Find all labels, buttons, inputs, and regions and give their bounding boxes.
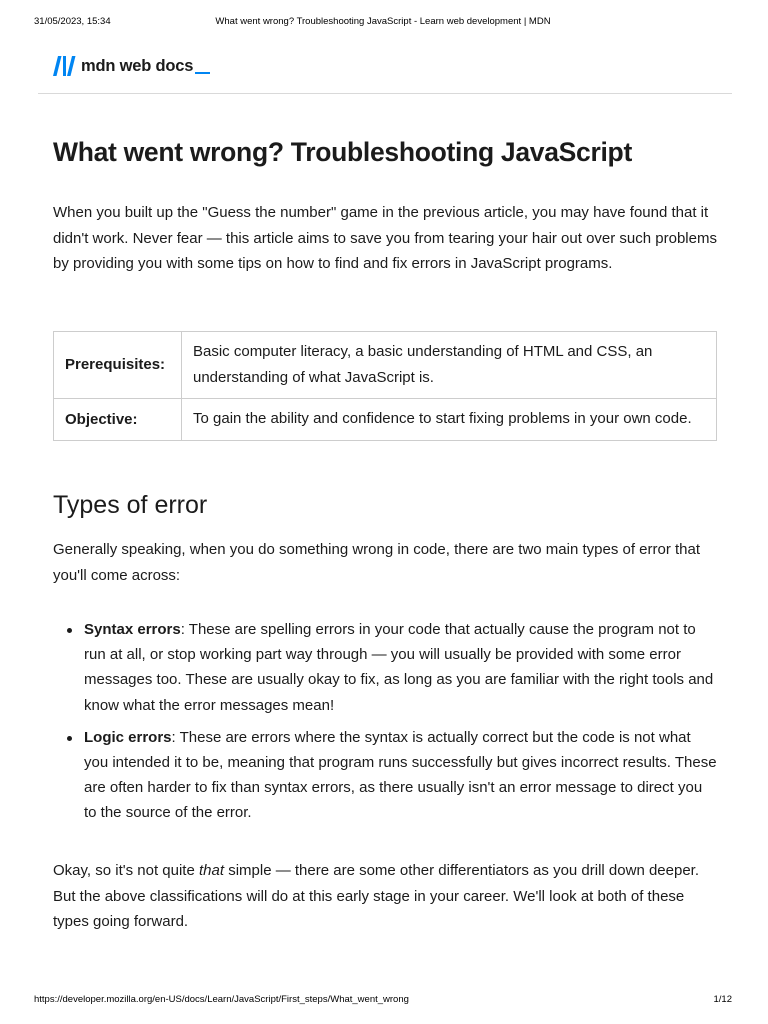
closing-text-start: Okay, so it's not quite (53, 862, 199, 879)
mdn-logo-icon (52, 55, 76, 77)
error-types-list (53, 617, 718, 833)
table-row (54, 399, 717, 441)
mdn-wordmark: mdn web docs (81, 56, 194, 75)
list-item (53, 725, 718, 826)
prerequisites-label: Prerequisites: (54, 332, 182, 399)
mdn-logo-link[interactable] (52, 52, 210, 80)
print-header (34, 16, 732, 30)
logic-errors-term: Logic errors (84, 728, 172, 746)
page-title: What went wrong? Troubleshooting JavaScript (53, 137, 632, 167)
print-url: https://developer.mozilla.org/en-US/docs/Learn/JavaScript/First_steps/What_went_wrong (34, 994, 409, 1005)
bullet-icon (67, 736, 72, 741)
print-footer (34, 994, 732, 1008)
table-row (54, 332, 717, 399)
bullet-icon (67, 628, 72, 633)
closing-text-end: simple — there are some other differentiators as you drill down deeper. But the above classifications will do at this early stage in your career. We'll look at both of these types going forward. (53, 862, 699, 931)
section-intro-paragraph: Generally speaking, when you do something wrong in code, there are two main types of error that you'll come across: (53, 541, 701, 584)
learning-outcomes-table (53, 331, 717, 441)
print-datetime: 31/05/2023, 15:34 (34, 16, 111, 27)
intro-paragraph: When you built up the "Guess the number" game in the previous article, you may have found that it didn't work. Never fear — this article aims to save you from tearing your hair out over such problems by providing you with some tips on how to find and fix errors in JavaScript programs. (53, 204, 717, 273)
section-heading-types-of-error: Types of error (53, 491, 208, 519)
page-number: 1/12 (713, 994, 732, 1005)
objective-value: To gain the ability and confidence to start fixing problems in your own code. (182, 399, 717, 441)
print-doc-title: What went wrong? Troubleshooting JavaScript - Learn web development | MDN (215, 16, 551, 27)
logic-errors-text: : These are errors where the syntax is actually correct but the code is not what you intended it to be, meaning that program runs successfully but gives incorrect results. These are often harder to fix than syntax errors, as there usually isn't an error message to direct you to the source of the error. (84, 728, 717, 822)
syntax-errors-term: Syntax errors (84, 621, 181, 638)
header-divider (38, 93, 732, 94)
closing-emphasis: that (199, 862, 225, 879)
syntax-errors-text: : These are spelling errors in your code that actually cause the program not to run at all, or stop working part way through — you will usually be provided with some error messages too. These are usually okay to fix, as long as you are familiar with the right tools and know what the error messages mean! (84, 621, 714, 714)
logo-cursor (195, 72, 210, 74)
objective-label: Objective: (54, 399, 182, 441)
closing-paragraph (53, 858, 718, 935)
list-item (53, 617, 718, 718)
prerequisites-value: Basic computer literacy, a basic understanding of HTML and CSS, an understanding of what JavaScript is. (182, 332, 717, 399)
